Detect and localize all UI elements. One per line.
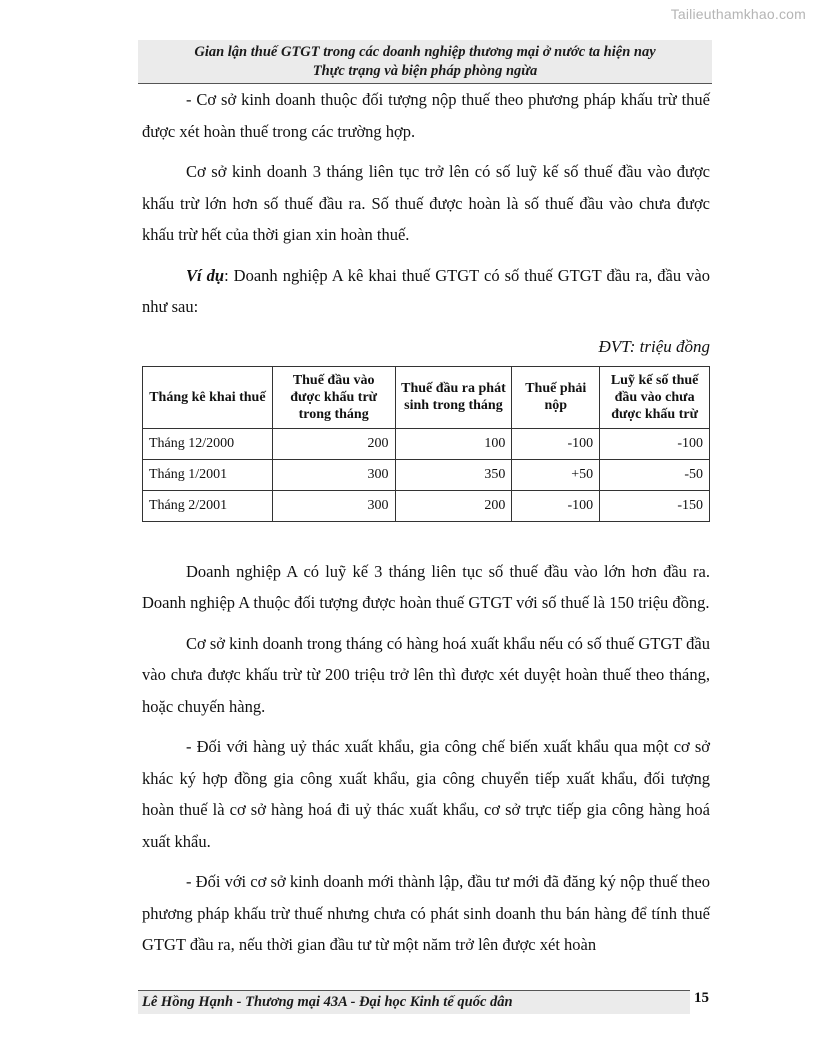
header-title-line-1: Gian lận thuế GTGT trong các doanh nghiệp thương mại ở nước ta hiện nay [194,44,656,60]
tax-table [142,366,710,522]
paragraph-new-business: - Đối với cơ sở kinh doanh mới thành lập, đầu tư mới đã đăng ký nộp thuế theo phương pháp khấu trừ thuế nhưng chưa có phát sinh doanh thu bán hàng để tính thuế GTGT đầu ra, nếu thời gian đầu tư từ một năm trở lên được xét hoàn [142,872,710,954]
paragraph-example [142,260,710,323]
column-header-input-tax: Thuế đầu vào được khấu trừ trong tháng [272,366,395,428]
table-row [143,428,710,459]
table-cell-output-tax: 350 [395,459,512,490]
table-cell-month: Tháng 12/2000 [143,428,273,459]
running-footer: Lê Hồng Hạnh - Thương mại 43A - Đại học Kinh tế quốc dân [138,990,690,1014]
table-cell-tax-payable: -100 [512,490,600,521]
table-cell-tax-payable: -100 [512,428,600,459]
table-cell-month: Tháng 2/2001 [143,490,273,521]
table-cell-output-tax: 100 [395,428,512,459]
header-title-line-2: Thực trạng và biện pháp phòng ngừa [312,63,538,79]
column-header-cumulative: Luỹ kế số thuế đầu vào chưa được khấu trừ [600,366,710,428]
document-body [142,84,710,970]
column-header-output-tax: Thuế đầu ra phát sinh trong tháng [395,366,512,428]
watermark-text: Tailieuthamkhao.com [670,6,806,22]
table-cell-output-tax: 200 [395,490,512,521]
paragraph-three-month-rule: Cơ sở kinh doanh 3 tháng liên tục trở lên có số luỹ kế số thuế đầu vào được khấu trừ lớn hơn số thuế đầu ra. Số thuế được hoàn là số thuế đầu vào chưa được khấu trừ hết của thời gian xin hoàn thuế. [142,162,710,244]
table-row [143,459,710,490]
table-cell-month: Tháng 1/2001 [143,459,273,490]
page-number: 15 [694,990,709,1006]
running-header [138,40,712,84]
example-text: : Doanh nghiệp A kê khai thuế GTGT có số thuế GTGT đầu ra, đầu vào như sau: [142,265,710,316]
unit-label: ĐVT: triệu đồng [598,336,710,356]
table-cell-cumulative: -100 [600,428,710,459]
table-row [143,490,710,521]
table-cell-tax-payable: +50 [512,459,600,490]
paragraph-company-a-result: Doanh nghiệp A có luỹ kế 3 tháng liên tục số thuế đầu vào lớn hơn đầu ra. Doanh nghiệp A thuộc đối tượng được hoàn thuế GTGT với số thuế là 150 triệu đồng. [142,561,710,612]
example-label: Ví dụ [186,265,225,285]
table-cell-input-tax: 300 [272,490,395,521]
table-cell-cumulative: -50 [600,459,710,490]
table-cell-cumulative: -150 [600,490,710,521]
column-header-month: Tháng kê khai thuế [143,366,273,428]
paragraph-entrusted-export: - Đối với hàng uỷ thác xuất khẩu, gia công chế biến xuất khẩu qua một cơ sở khác ký hợp đồng gia công xuất khẩu, gia công chuyển tiếp xuất khẩu, đối tượng hoàn thuế là cơ sở hàng hoá đi uỷ thác xuất khẩu, cơ sở trực tiếp gia công hàng hoá xuất khẩu. [142,737,710,851]
table-header-row [143,366,710,428]
paragraph-export-goods: Cơ sở kinh doanh trong tháng có hàng hoá xuất khẩu nếu có số thuế GTGT đầu vào chưa được khấu trừ từ 200 triệu trở lên thì được xét duyệt hoàn thuế theo tháng, hoặc chuyến hàng. [142,633,710,716]
column-header-tax-payable: Thuế phải nộp [512,366,600,428]
table-cell-input-tax: 200 [272,428,395,459]
paragraph-refund-eligibility: - Cơ sở kinh doanh thuộc đối tượng nộp thuế theo phương pháp khấu trừ thuế được xét hoàn thuế trong các trường hợp. [142,90,710,141]
table-cell-input-tax: 300 [272,459,395,490]
